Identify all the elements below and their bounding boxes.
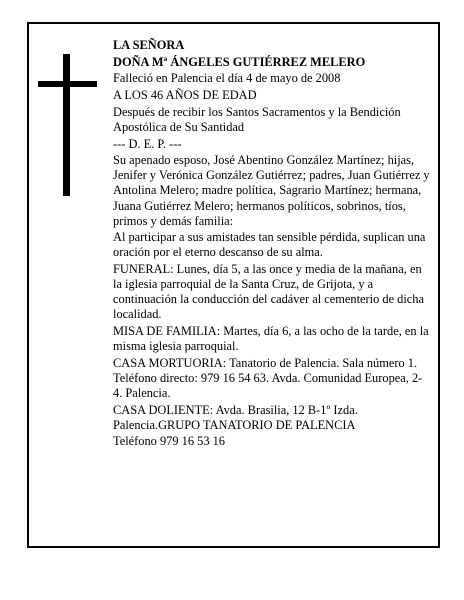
family-paragraph: Su apenado esposo, José Abentino González Martínez; hijas, Jenifer y Verónica González Gutiérrez; padres, Juan Gutiérrez y Antolina Melero; madre política, Sagrario Martínez; hermana, Juana Gutiérrez Melero; hermanos políticos, sobrinos, tíos, primos y demás familia:	[113, 153, 430, 228]
funeral-paragraph: FUNERAL: Lunes, día 5, a las once y media de la mañana, en la iglesia parroquial de la Santa Cruz, de Grijota, y a continuación la conducción del cadáver al cementerio de dicha localidad.	[113, 262, 424, 322]
request-paragraph: Al participar a sus amistades tan sensible pérdida, suplican una oración por el eterno descanso de su alma.	[113, 230, 426, 260]
obituary-text	[113, 38, 431, 451]
death-date-line: Falleció en Palencia el día 4 de mayo de 2008	[113, 71, 341, 86]
notice-title: LA SEÑORA	[113, 38, 185, 52]
cross-vertical-bar	[63, 54, 70, 196]
family-mass-paragraph: MISA DE FAMILIA: Martes, día 6, a las ocho de la tarde, en la misma iglesia parroquial.	[113, 324, 429, 354]
phone-line: Teléfono 979 16 53 16	[113, 434, 226, 449]
mortuary-paragraph: CASA MORTUORIA: Tanatorio de Palencia. Sala número 1. Teléfono directo: 979 16 54 63. Avda. Comunidad Europea, 2-4. Palencia.	[113, 355, 423, 400]
deceased-name: DOÑA Mª ÁNGELES GUTIÉRREZ MELERO	[113, 54, 366, 69]
age-line: A LOS 46 AÑOS DE EDAD	[113, 88, 257, 103]
cross-horizontal-bar	[38, 81, 97, 87]
rip-line: --- D. E. P. ---	[113, 136, 182, 151]
sacraments-line: Después de recibir los Santos Sacramentos y la Bendición Apostólica de Su Santidad	[113, 104, 401, 134]
mourning-house-paragraph: CASA DOLIENTE: Avda. Brasilia, 12 B-1º Izda. Palencia.GRUPO TANATORIO DE PALENCIA	[113, 402, 358, 432]
